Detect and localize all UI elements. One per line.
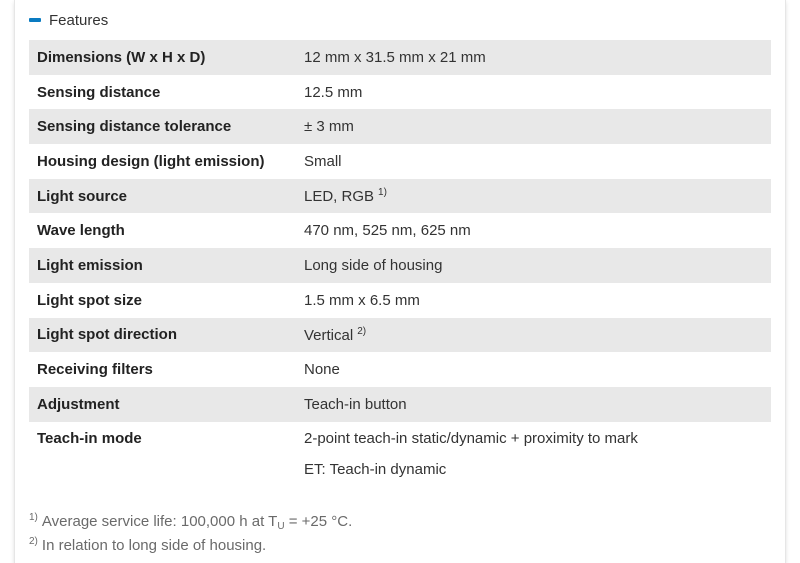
table-row bbox=[29, 144, 771, 179]
row-value: 470 nm, 525 nm, 625 nm bbox=[304, 222, 471, 240]
row-value bbox=[296, 422, 771, 490]
table-row bbox=[29, 213, 771, 248]
row-label: Dimensions (W x H x D) bbox=[29, 40, 296, 75]
row-label: Teach-in mode bbox=[37, 429, 142, 447]
row-value: Teach-in button bbox=[296, 387, 771, 422]
row-label: Wave length bbox=[37, 222, 125, 240]
table-row bbox=[29, 40, 771, 75]
row-label: Receiving filters bbox=[37, 361, 153, 379]
row-label: Light spot direction bbox=[29, 318, 296, 353]
features-table bbox=[29, 40, 771, 490]
table-row bbox=[29, 318, 771, 353]
collapse-icon[interactable] bbox=[29, 18, 41, 22]
row-label: Light source bbox=[29, 179, 296, 214]
row-value: Small bbox=[304, 152, 342, 170]
footnote-mark: 1) bbox=[29, 512, 38, 523]
table-row bbox=[29, 352, 771, 387]
footnote-mark: 2) bbox=[29, 536, 38, 547]
table-row bbox=[29, 283, 771, 318]
footnote-ref[interactable]: 2) bbox=[357, 325, 367, 337]
table-row bbox=[29, 179, 771, 214]
row-label: Light spot size bbox=[37, 291, 142, 309]
row-label: Adjustment bbox=[29, 387, 296, 422]
features-panel bbox=[14, 0, 786, 563]
row-value: Long side of housing bbox=[296, 248, 771, 283]
table-row bbox=[29, 248, 771, 283]
row-value: Vertical $^{2)}$ bbox=[296, 318, 771, 353]
table-row bbox=[29, 109, 771, 144]
row-value: None bbox=[304, 361, 340, 379]
row-value-line: 2-point teach-in static/dynamic + proximity to mark bbox=[304, 429, 638, 447]
row-label: Light emission bbox=[29, 248, 296, 283]
row-value: LED, RGB $^{1)}$ bbox=[296, 179, 771, 214]
table-row bbox=[29, 75, 771, 110]
row-value: 1.5 mm x 6.5 mm bbox=[304, 291, 420, 309]
row-label: Sensing distance bbox=[37, 83, 161, 101]
row-label: Housing design (light emission) bbox=[37, 152, 265, 170]
row-label: Sensing distance tolerance bbox=[29, 109, 296, 144]
footnote-ref[interactable]: 1) bbox=[378, 187, 387, 199]
table-row bbox=[29, 387, 771, 422]
row-value-line: ET: Teach-in dynamic bbox=[304, 460, 447, 478]
footnotes bbox=[29, 508, 352, 556]
row-value: ± 3 mm bbox=[296, 109, 771, 144]
table-row bbox=[29, 422, 771, 490]
footnote-1: $^{1)}$ Average service life: 100,000 h at $T_U = +25$ °C. bbox=[29, 512, 353, 532]
row-value: 12 mm x 31.5 mm x 21 mm bbox=[296, 40, 771, 75]
features-section-toggle[interactable] bbox=[29, 8, 108, 32]
footnote-2: $^{2)}$ In relation to long side of housing. bbox=[29, 536, 267, 554]
section-title: Features bbox=[49, 11, 109, 29]
row-value: 12.5 mm bbox=[304, 83, 363, 101]
